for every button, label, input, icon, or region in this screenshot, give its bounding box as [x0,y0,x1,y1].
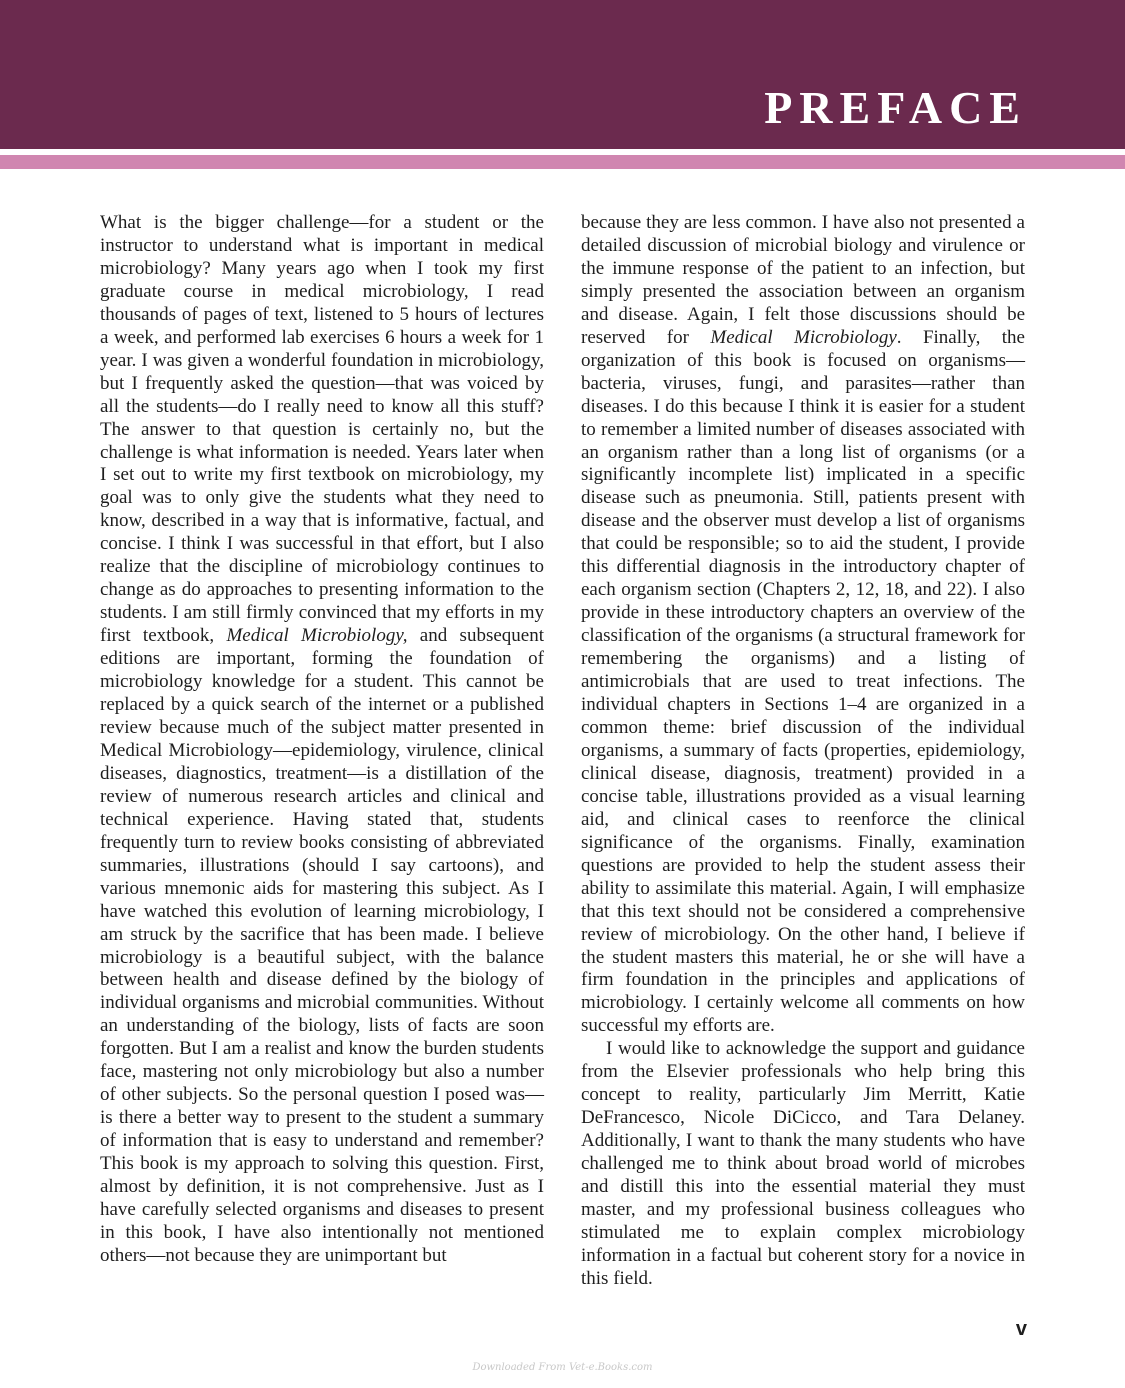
text-run: because they are less common. I have also not presented a detailed discussion of microbial biology and virulence or the immune response of the patient to an infection, but simply presented the association between an organism and disease. Again, I felt those discussions should be reserved for [581,212,1025,348]
text-run: . Finally, the organization of this book is focused on organisms—bacteria, viruses, fungi, and parasites—rather than diseases. I do this because I think it is easier for a student to remember a limited number of diseases associated with an organism rather than a long list of organisms (or a significantly incomplete list) implicated in a specific disease such as pneumonia. Still, patients present with disease and the observer must develop a list of organisms that could be responsible; so to aid the student, I provide this differential diagnosis in the introductory chapter of each organism section (Chapters 2, 12, 18, and 22). I also provide in these introductory chapters an overview of the classification of the organisms (a structural framework for remembering the organisms) and a listing of antimicrobials that are used to treat infections. The individual chapters in Sections 1–4 are organized in a common theme: brief discussion of the individual organisms, a summary of facts (properties, epidemiology, clinical disease, diagnosis, treatment) provided in a concise table, illustrations provided as a visual learning aid, and clinical cases to reenforce the clinical significance of the organisms. Finally, examination questions are provided to help the student assess their ability to assimilate this material. Again, I will emphasize that this text should not be considered a comprehensive review of microbiology. On the other hand, I believe if the student masters this material, he or she will have a firm foundation in the principles and applications of microbiology. I certainly welcome all comments on how successful my efforts are. [581,326,1025,1037]
watermark: Downloaded From Vet-e.Books.com [472,1362,653,1373]
page-title: PREFACE [764,82,1027,133]
acknowledgment-paragraph: I would like to acknowledge the support and guidance from the Elsevier professionals who help bring this concept to reality, particularly Jim Merritt, Katie DeFrancesco, Nicole DiCicco, and Tara Delaney. Additionally, I want to thank the many students who have challenged me to think about broad world of microbes and distill this into the essential material they must master, and my professional business colleagues who stimulated me to explain complex microbiology information in a factual but coherent story for a novice in this field. [581,1038,1025,1289]
header-band [0,0,1125,149]
text-run: What is the bigger challenge—for a student or the instructor to understand what is important in medical microbiology? Many years ago when I took my first graduate course in medical microbiology, I read thousands of pages of text, listened to 5 hours of lectures a week, and performed lab exercises 6 hours a week for 1 year. I was given a wonderful foundation in microbiology, but I frequently asked the question—that was voiced by all the students—do I really need to know all this stuff? The answer to that question is certainly no, but the challenge is what information is needed. Years later when I set out to write my first textbook on microbiology, my goal was to only give the students what they need to know, described in a way that is informative, factual, and concise. I think I was successful in that effort, but I also realize that the discipline of microbiology continues to change as do approaches to presenting information to the students. I am still firmly convinced that my efforts in my first textbook, [100,212,544,647]
text-column-left [100,212,544,1268]
paragraph [581,212,1025,1038]
book-title-italic: Medical Microbiology, [226,625,408,647]
paragraph [100,212,544,1268]
page-number: v [1015,1318,1027,1340]
header-rule [0,155,1125,169]
book-title-italic: Medical Microbiology [710,326,897,348]
text-column-right [581,212,1025,1291]
text-run: and subsequent editions are important, forming the foundation of microbiology knowledge for a student. This cannot be replaced by a quick search of the internet or a published review because much of the subject matter presented in Medical Microbiology—epidemiology, virulence, clinical diseases, diagnostics, treatment—is a distillation of the review of numerous research articles and clinical and technical experience. Having stated that, students frequently turn to review books consisting of abbreviated summaries, illustrations (should I say cartoons), and various mnemonic aids for mastering this subject. As I have watched this evolution of learning microbiology, I am struck by the sacrifice that has been made. I believe microbiology is a beautiful subject, with the balance between health and disease defined by the biology of individual organisms and microbial communities. Without an understanding of the biology, lists of facts are soon forgotten. But I am a realist and know the burden students face, mastering not only microbiology but also a number of other subjects. So the personal question I posed was—is there a better way to present to the student a summary of information that is easy to understand and remember? This book is my approach to solving this question. First, almost by definition, it is not comprehensive. Just as I have carefully selected organisms and diseases to present in this book, I have also intentionally not mentioned others—not because they are unimportant but [100,625,544,1266]
